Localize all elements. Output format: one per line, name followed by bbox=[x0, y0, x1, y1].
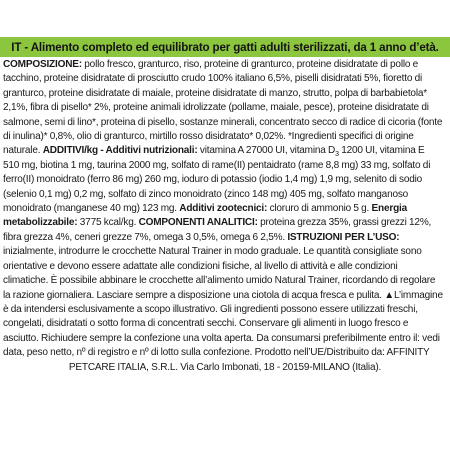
text-line bbox=[3, 159, 447, 173]
text-segment: 3 bbox=[335, 151, 339, 159]
text-segment: 1200 UI, vitamina E bbox=[338, 145, 425, 157]
text-line bbox=[3, 303, 447, 317]
text-line bbox=[3, 144, 447, 158]
text-segment: cloruro di ammonio 5 g. bbox=[267, 203, 372, 215]
text-segment: la razione giornaliera. Lasciare sempre a disposizione una ciotola di acqua fresca e pulita. ▲L’immagine bbox=[3, 289, 443, 301]
text-line bbox=[3, 116, 447, 130]
text-line bbox=[3, 173, 447, 187]
text-line bbox=[3, 216, 447, 230]
bold-text: COMPONENTI ANALITICI: bbox=[138, 217, 258, 229]
text-line bbox=[3, 260, 447, 274]
text-segment: inizialmente, introdurre le crocchette Natural Trainer in modo graduale. Le quantità consigliate sono bbox=[3, 246, 422, 258]
text-segment: orientative e devono essere adattate alle condizioni fisiche, al livello di attività e alle condizioni bbox=[3, 260, 398, 272]
text-line bbox=[3, 58, 447, 72]
language-banner bbox=[0, 37, 450, 57]
text-segment: granturco, proteine disidratate di maiale, proteine disidratate di manzo, strutto, polpa di barbabietola* bbox=[3, 87, 427, 99]
text-segment: tacchino, proteine disidratate di prosciutto crudo 100% italiano 6,5%, piselli disidratati 5%, fioretto di bbox=[3, 73, 423, 85]
text-segment: data, peso netto, nº di registro e nº di lotto sulla confezione. Prodotto nell’UE/Distribuito da: AFFINITY bbox=[3, 347, 430, 359]
text-segment: di inulina)* 0,8%, olio di granturco, mirtillo rosso disidratato* 0,02%. *Ingredienti specifici di origine bbox=[3, 131, 414, 143]
bold-text: COMPOSIZIONE: bbox=[3, 59, 82, 70]
label-body-text bbox=[3, 58, 447, 375]
text-segment: salmone, semi di lino*, proteina di pisello, sostanze minerali, concentrato secco di radice di cicoria (fonte bbox=[3, 116, 443, 128]
text-segment: è da intendersi esclusivamente a scopo illustrativo. Gli ingredienti possono essere utilizzati freschi, bbox=[3, 303, 418, 315]
text-segment: vitamina A 27000 UI, vitamina D bbox=[197, 145, 336, 157]
text-line bbox=[3, 231, 447, 245]
text-segment: congelati, disidratati o sotto forma di concentrati secchi. Conservare gli alimenti in luogo fresco e bbox=[3, 318, 409, 330]
text-segment: PETCARE ITALIA, S.R.L. Via Carlo Imbonati, 18 - 20159-MILANO (Italia). bbox=[68, 361, 382, 373]
bold-text: ISTRUZIONI PER L’USO: bbox=[287, 231, 400, 243]
text-line bbox=[3, 130, 447, 144]
text-line bbox=[3, 188, 447, 202]
text-segment: asciutto. Richiudere sempre la confezione una volta aperta. Da consumarsi preferibilmente entro il: vedi bbox=[3, 332, 440, 344]
text-line bbox=[3, 274, 447, 288]
text-line bbox=[3, 346, 447, 360]
bold-text: metabolizzabile: bbox=[3, 217, 78, 229]
bold-text: ADDITIVI/kg - Additivi nutrizionali: bbox=[42, 145, 198, 157]
text-line bbox=[3, 317, 447, 331]
text-segment: naturale. bbox=[3, 145, 43, 157]
text-segment: climatiche. È possibile abbinare le crocchette all’alimento umido Natural Trainer, ricordando di regolare bbox=[3, 275, 436, 287]
text-segment: 3775 kcal/kg. bbox=[77, 217, 139, 229]
text-line bbox=[3, 202, 447, 216]
text-segment: proteina grezza 35%, grassi grezzi 12%, bbox=[257, 217, 432, 229]
bold-text: Additivi zootecnici: bbox=[179, 203, 268, 215]
text-segment: (selenio 0,1 mg) 0,2 mg, solfato di zinco monoidrato (zinco 148 mg) 405 mg, solfato manganoso bbox=[3, 188, 409, 200]
text-line bbox=[3, 332, 447, 346]
text-line bbox=[3, 361, 447, 375]
banner-title: IT - Alimento completo ed equilibrato per gatti adulti sterilizzati, da 1 anno d’età. bbox=[11, 40, 439, 54]
text-line bbox=[3, 101, 447, 115]
text-line bbox=[3, 72, 447, 86]
text-segment: 2,1%, fibra di pisello* 2%, proteine animali idrolizzate (pollame, maiale, pesce), proteine disidratate di bbox=[3, 102, 429, 114]
text-segment: fibra grezza 4%, ceneri grezze 7%, omega 3 0,5%, omega 6 2,5%. bbox=[3, 231, 288, 243]
bold-text: Energia bbox=[371, 203, 407, 215]
text-segment: pollo fresco, granturco, riso, proteine di granturco, proteine disidratate di pollo e bbox=[81, 59, 419, 70]
text-line bbox=[3, 245, 447, 259]
text-line bbox=[3, 289, 447, 303]
text-segment: ferro(II) monoidrato (ferro 86 mg) 260 mg, ioduro di potassio (iodio 1,4 mg) 1,9 mg, selenito di sodio bbox=[3, 174, 423, 186]
text-segment: 510 mg, biotina 1 mg, taurina 2000 mg, solfato di rame(II) pentaidrato (rame 8,8 mg) 33 mg, solfato di bbox=[3, 159, 431, 171]
text-segment: monoidrato (manganese 40 mg) 123 mg. bbox=[3, 203, 180, 215]
text-line bbox=[3, 87, 447, 101]
